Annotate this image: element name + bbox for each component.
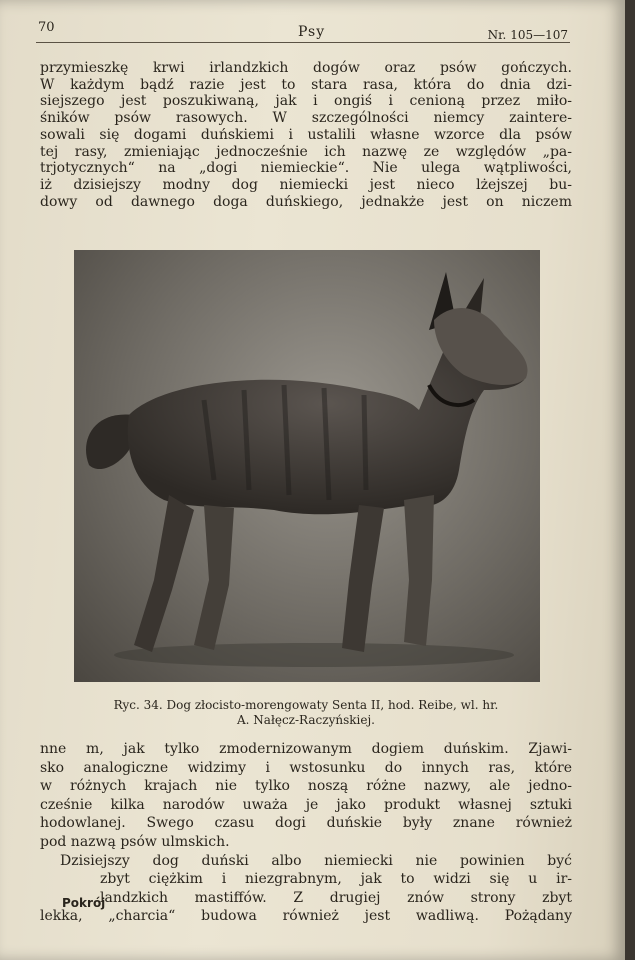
text-line: dowy od dawnego doga duńskiego, jednakże jest on niczem [40, 193, 572, 210]
text-line: siejszego jest poszukiwaną, jak i ongiś i cenioną przez miło- [40, 93, 572, 110]
text-line: zbyt ciężkim i niezgrabnym, jak to widzi się u ir- [100, 871, 572, 888]
running-title: Psy [298, 24, 326, 40]
text-line: Dzisiejszy dog duński albo niemiecki nie powinien być [60, 852, 572, 869]
running-header [38, 20, 568, 42]
text-line: iż dzisiejszy modny dog niemiecki jest nieco lżejszej bu- [40, 176, 572, 193]
margin-note: Pokrój [62, 896, 106, 910]
text-line: W każdym bądź razie jest to stara rasa, która do dnia dzi- [40, 76, 572, 93]
text-line: w różnych krajach nie tylko noszą różne nazwy, ale jedno- [40, 778, 572, 795]
text-line: śników psów rasowych. W szczególności niemcy zaintere- [40, 110, 572, 127]
text-line: tej rasy, zmieniając jednocześnie ich nazwę ze względów „pa- [40, 143, 572, 160]
figure-caption [40, 698, 572, 728]
text-line: pod nazwą psów ulmskich. [40, 833, 230, 850]
text-line: sko analogiczne widzimy i wstosunku do innych ras, które [40, 759, 572, 776]
caption-line: A. Nałęcz-Raczyńskiej. [237, 713, 375, 727]
text-line: sowali się dogami duńskiemi i ustalili własne wzorce dla psów [40, 126, 572, 143]
paragraph-top [40, 60, 572, 210]
text-line: trjotycznych“ na „dogi niemieckie“. Nie ulega wątpliwości, [40, 160, 572, 177]
text-line: cześnie kilka narodów uważa je jako produkt własnej sztuki [40, 796, 572, 813]
great-dane-illustration [74, 250, 540, 682]
text-line: landzkich mastiffów. Z drugiej znów strony zbyt [100, 889, 572, 906]
caption-line: Ryc. 34. Dog złocisto-morengowaty Senta II, hod. Reibe, wl. hr. [113, 698, 499, 712]
header-rule [36, 42, 570, 43]
text-line: przymieszkę krwi irlandzkich dogów oraz psów gończych. [40, 60, 572, 76]
text-line: lekka, „charcia“ budowa również jest wadliwą. Pożądany [40, 908, 572, 925]
issue-number: Nr. 105—107 [487, 28, 568, 42]
paragraph-bottom [40, 740, 572, 926]
page-number: 70 [38, 20, 55, 35]
dog-photograph [74, 250, 540, 682]
text-line: nne m, jak tylko zmodernizowanym dogiem duńskim. Zjawi- [40, 741, 572, 757]
text-line: hodowlanej. Swego czasu dogi duńskie były znane również [40, 815, 572, 832]
